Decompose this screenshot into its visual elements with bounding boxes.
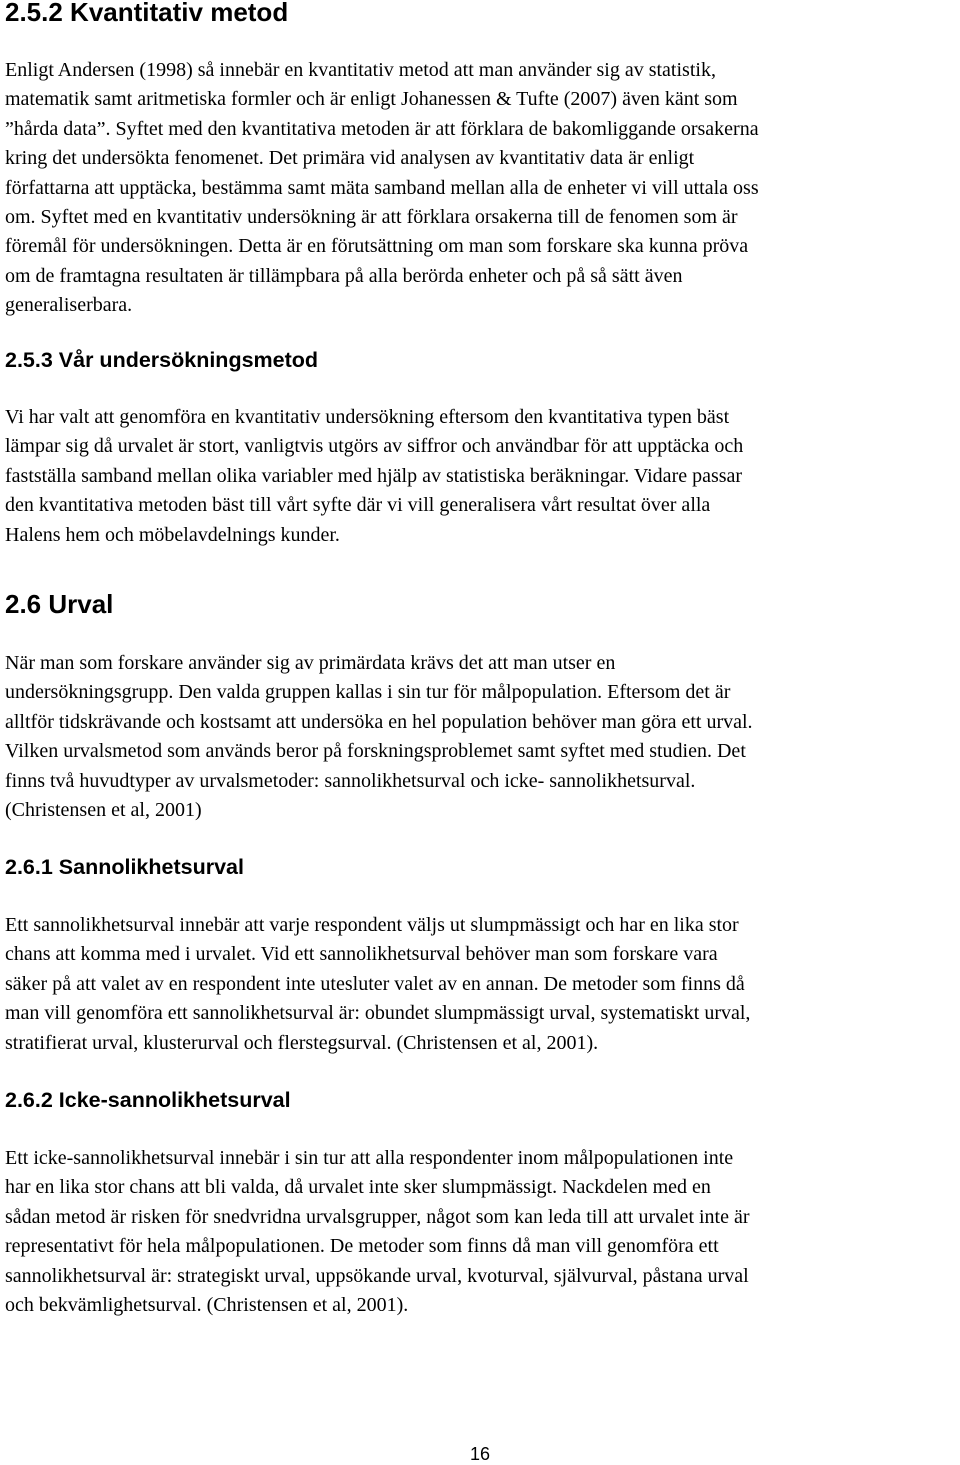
- text-line: sådan metod är risken för snedvridna urvalsgrupper, något som kan leda till att urvalet inte är: [5, 1205, 750, 1228]
- text-line: Vilken urvalsmetod som används beror på forskningsproblemet samt syftet med studien. Det: [5, 740, 746, 763]
- text-line: den kvantitativa metoden bäst till vårt syfte där vi vill generalisera vårt resultat över alla: [5, 494, 711, 517]
- paragraph-var-undersokningsmetod: [5, 403, 960, 550]
- page-number: 16: [469, 1444, 491, 1464]
- paragraph-sannolikhetsurval: [5, 911, 960, 1058]
- text-line: (Christensen et al, 2001): [5, 798, 202, 821]
- heading-kvantitativ-metod: 2.5.2 Kvantitativ metod: [5, 0, 289, 27]
- text-line: finns två huvudtyper av urvalsmetoder: sannolikhetsurval och icke- sannolikhetsurval.: [5, 769, 696, 792]
- text-line: har en lika stor chans att bli valda, då urvalet inte sker slumpmässigt. Nackdelen med en: [5, 1176, 711, 1199]
- text-line: När man som forskare använder sig av primärdata krävs det att man utser en: [5, 652, 616, 674]
- text-line: om de framtagna resultaten är tillämpbara på alla berörda enheter och på så sätt även: [5, 264, 683, 287]
- text-line: fastställa samband mellan olika variabler med hjälp av statistiska beräkningar. Vidare passar: [5, 464, 743, 487]
- text-line: alltför tidskrävande och kostsamt att undersöka en hel population behöver man göra ett urval.: [5, 710, 753, 733]
- text-line: sannolikhetsurval är: strategiskt urval, uppsökande urval, kvoturval, självurval, påstana urval: [5, 1264, 749, 1287]
- text-line: författarna att upptäcka, bestämma samt mäta samband mellan alla de enheter vi vill uttala oss: [5, 176, 759, 199]
- text-line: generaliserbara.: [5, 294, 133, 317]
- text-line: och bekvämlighetsurval. (Christensen et al, 2001).: [5, 1293, 409, 1316]
- text-line: Ett sannolikhetsurval innebär att varje respondent väljs ut slumpmässigt och har en lika stor: [5, 914, 739, 936]
- heading-urval: 2.6 Urval: [5, 589, 114, 619]
- text-line: Enligt Andersen (1998) så innebär en kvantitativ metod att man använder sig av statistik,: [5, 59, 716, 81]
- text-line: säker på att valet av en respondent inte utesluter valet av en annan. De metoder som finns då: [5, 972, 745, 995]
- heading-sannolikhetsurval: 2.6.1 Sannolikhetsurval: [5, 855, 244, 879]
- text-line: chans att komma med i urvalet. Vid ett sannolikhetsurval behöver man som forskare vara: [5, 943, 718, 966]
- text-line: om. Syftet med en kvantitativ undersökning är att förklara orsakerna till de fenomen som är: [5, 205, 738, 228]
- text-line: ”hårda data”. Syftet med den kvantitativa metoden är att förklara de bakomliggande orsakerna: [5, 117, 759, 140]
- text-line: undersökningsgrupp. Den valda gruppen kallas i sin tur för målpopulation. Eftersom det är: [5, 681, 731, 704]
- paragraph-urval: [5, 649, 960, 825]
- text-line: representativt för hela målpopulationen. De metoder som finns då man vill genomföra ett: [5, 1235, 719, 1258]
- heading-var-undersokningsmetod: 2.5.3 Vår undersökningsmetod: [5, 348, 319, 372]
- text-line: Vi har valt att genomföra en kvantitativ undersökning eftersom den kvantitativa typen bäst: [5, 406, 730, 428]
- text-line: matematik samt aritmetiska formler och är enligt Johanessen & Tufte (2007) även känt som: [5, 88, 738, 111]
- text-line: Ett icke-sannolikhetsurval innebär i sin tur att alla respondenter inom målpopulationen inte: [5, 1147, 734, 1169]
- text-line: stratifierat urval, klusterurval och flerstegsurval. (Christensen et al, 2001).: [5, 1031, 599, 1054]
- paragraph-kvantitativ-metod: [5, 56, 960, 321]
- text-line: kring det undersökta fenomenet. Det primära vid analysen av kvantitativ data är enligt: [5, 147, 695, 170]
- text-line: lämpar sig då urvalet är stort, vanligtvis utgörs av siffror och användbar för att upptäcka och: [5, 435, 744, 458]
- text-line: Halens hem och möbelavdelnings kunder.: [5, 523, 340, 546]
- text-line: man vill genomföra ett sannolikhetsurval är: obundet slumpmässigt urval, systematiskt urval,: [5, 1002, 751, 1025]
- paragraph-icke-sannolikhetsurval: [5, 1144, 960, 1320]
- text-line: föremål för undersökningen. Detta är en förutsättning om man som forskare ska kunna pröva: [5, 235, 749, 258]
- heading-icke-sannolikhetsurval: 2.6.2 Icke-sannolikhetsurval: [5, 1088, 291, 1112]
